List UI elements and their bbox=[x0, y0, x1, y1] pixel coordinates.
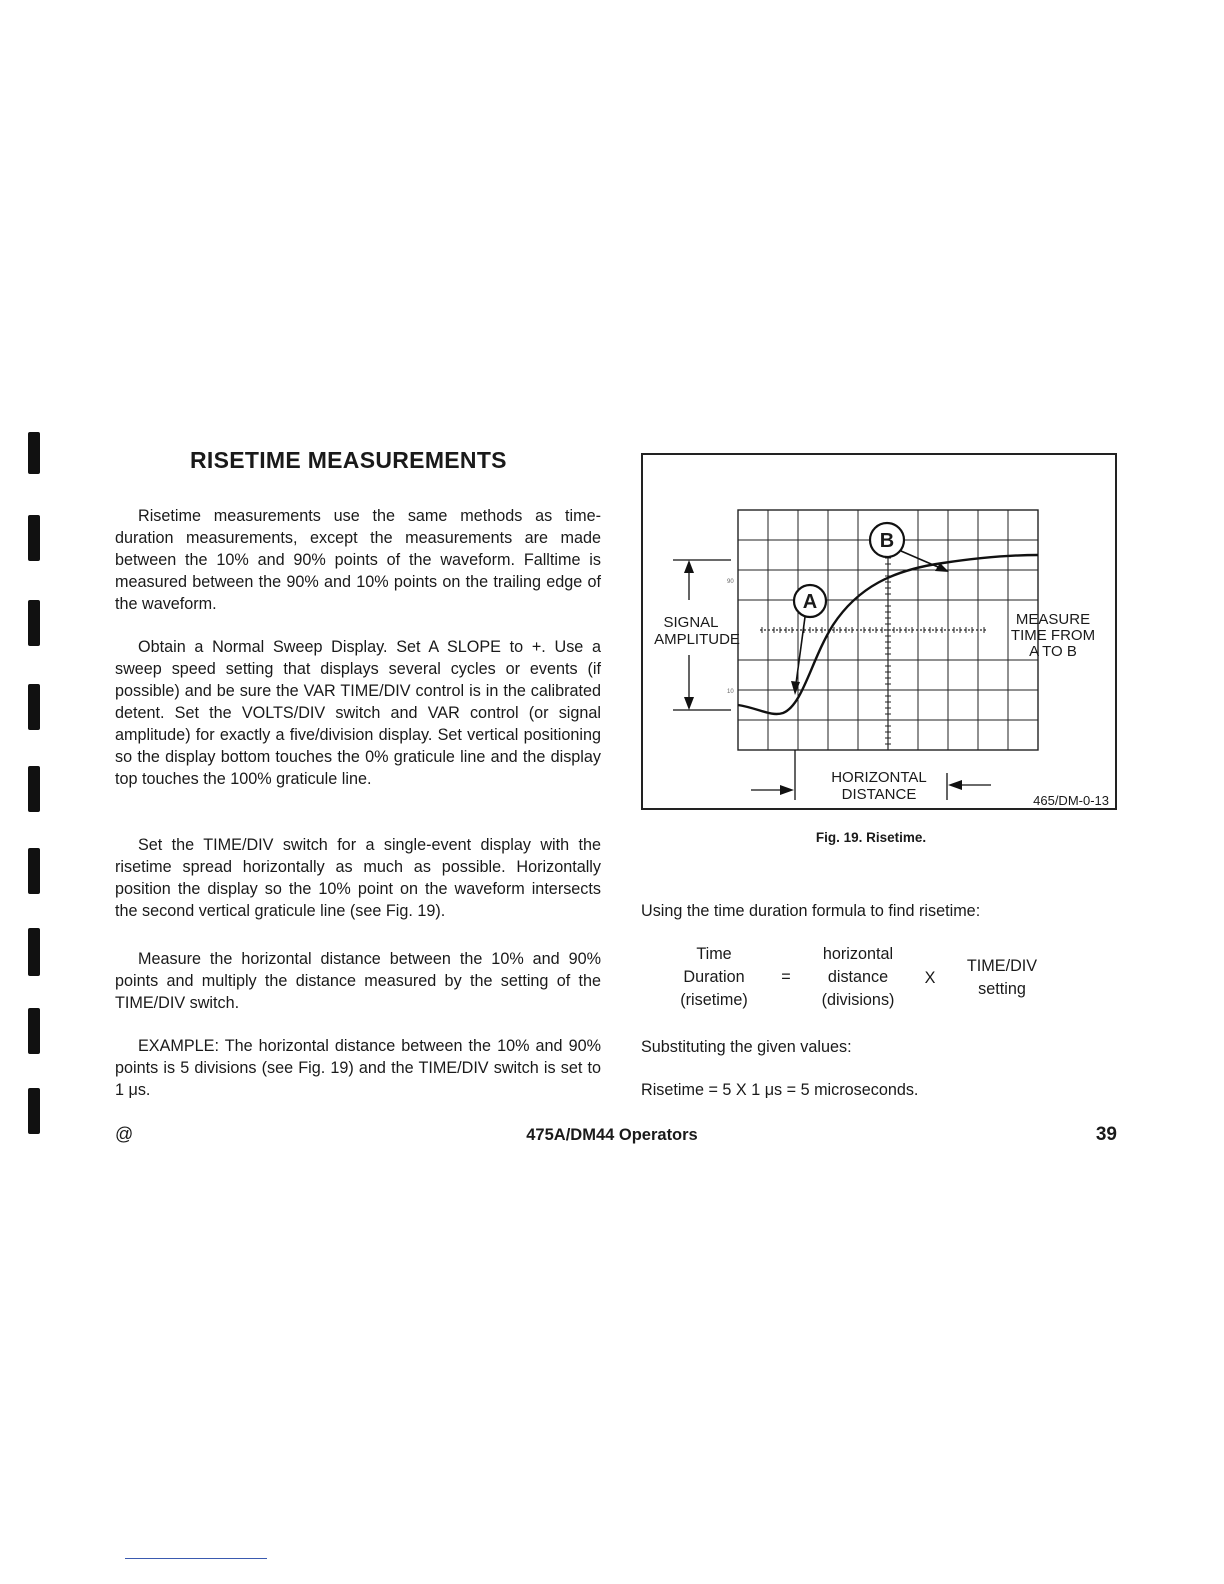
amplitude-label: AMPLITUDE bbox=[654, 631, 740, 648]
footer-manual-name: 475A/DM44 Operators bbox=[526, 1126, 698, 1144]
binding-mark bbox=[28, 766, 40, 812]
binding-mark bbox=[28, 515, 40, 561]
marker-a-label: A bbox=[802, 591, 818, 613]
marker-a-arrowhead bbox=[791, 681, 800, 695]
page-title: RISETIME MEASUREMENTS bbox=[190, 447, 507, 473]
binding-mark bbox=[28, 432, 40, 474]
result-text: Risetime = 5 X 1 μs = 5 microseconds. bbox=[641, 1081, 919, 1099]
formula-times: X bbox=[924, 969, 936, 987]
svg-text:90: 90 bbox=[727, 579, 734, 585]
formula-equals: = bbox=[781, 968, 791, 986]
svg-text:10: 10 bbox=[727, 689, 734, 695]
amplitude-arrow-up bbox=[684, 560, 694, 573]
paragraph-intro: Risetime measurements use the same methods as time-duration measurements, except the measurements are made between the 10% and 90% points of the waveform. Falltime is measured between the 90% and 10% points on the trailing edge of the waveform. bbox=[115, 507, 601, 613]
figure-id: 465/DM-0-13 bbox=[1033, 793, 1109, 808]
horizontal-label: HORIZONTAL bbox=[831, 769, 927, 786]
signal-label: SIGNAL bbox=[663, 614, 719, 631]
risetime-figure bbox=[641, 453, 1117, 810]
measure-label-2: TIME FROM bbox=[1010, 627, 1096, 644]
binding-mark bbox=[28, 848, 40, 894]
paragraph-example: EXAMPLE: The horizontal distance between the 10% and 90% points is 5 divisions (see Fig. 19) and the TIME/DIV switch is set to 1 μs. bbox=[115, 1037, 601, 1099]
formula-right: TIME/DIV setting bbox=[966, 957, 1038, 998]
paragraph-measure: Measure the horizontal distance between the 10% and 90% points and multiply the distance measured by the setting of the TIME/DIV switch. bbox=[115, 950, 601, 1012]
binding-mark bbox=[28, 928, 40, 976]
marker-a-pointer bbox=[795, 617, 805, 691]
figure-caption: Fig. 19. Risetime. bbox=[815, 830, 927, 845]
page-number: 39 bbox=[1095, 1124, 1117, 1145]
distance-arrow-right bbox=[780, 785, 794, 795]
formula-left: Time Duration (risetime) bbox=[680, 945, 748, 1009]
measure-label-1: MEASURE bbox=[1015, 611, 1091, 628]
measure-label-3: A TO B bbox=[1029, 643, 1077, 660]
formula-intro: Using the time duration formula to find risetime: bbox=[641, 902, 981, 920]
paragraph-setup: Obtain a Normal Sweep Display. Set A SLOPE to +. Use a sweep speed setting that displays several cycles or events (if possible) and be sure the VAR TIME/DIV control is in the calibrated detent. Set the VOLTS/DIV switch and VAR control (or signal amplitude) for exactly a five/division display. Set vertical positioning so the display bottom touches the 0% graticule line and the display top touches the 100% graticule line. bbox=[115, 638, 601, 788]
binding-mark bbox=[28, 600, 40, 646]
bottom-rule bbox=[125, 1558, 267, 1559]
marker-b-label: B bbox=[879, 530, 895, 552]
amplitude-arrow-down bbox=[684, 697, 694, 710]
formula-middle: horizontal distance (divisions) bbox=[821, 945, 895, 1009]
paragraph-timediv: Set the TIME/DIV switch for a single-event display with the risetime spread horizontally as much as possible. Horizontally position the display so the 10% point on the waveform intersects the second vertical graticule line (see Fig. 19). bbox=[115, 836, 601, 920]
binding-mark bbox=[28, 1008, 40, 1054]
binding-mark bbox=[28, 684, 40, 730]
distance-label: DISTANCE bbox=[841, 786, 917, 803]
substituting-text: Substituting the given values: bbox=[641, 1038, 852, 1056]
footer-symbol: @ bbox=[115, 1124, 134, 1144]
distance-arrow-left bbox=[948, 780, 962, 790]
